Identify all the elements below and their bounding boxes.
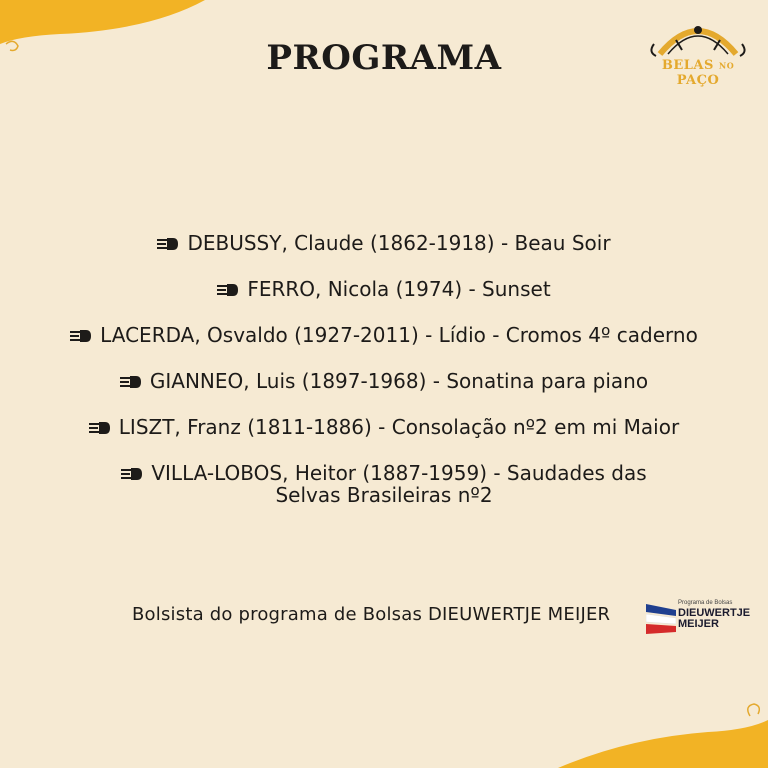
hand-pointer-icon: [217, 283, 239, 297]
program-item: LISZT, Franz (1811-1886) - Consolação nº2 em mi Maior: [20, 416, 748, 438]
sponsor-logo: [646, 600, 751, 640]
program-item: FERRO, Nicola (1974) - Sunset: [20, 278, 748, 300]
belas-no-paco-logo: [646, 14, 750, 88]
logo-emblem-icon: [646, 14, 750, 62]
program-list: [20, 232, 748, 530]
hand-pointer-icon: [157, 237, 179, 251]
hand-pointer-icon: [70, 329, 92, 343]
hand-pointer-icon: [121, 467, 143, 481]
logo-text: BELAS NO PAÇO: [661, 58, 735, 88]
hand-pointer-icon: [120, 375, 142, 389]
flag-icon: [646, 602, 676, 634]
sponsor-small-label: Programa de Bolsas: [678, 600, 733, 606]
program-item: LACERDA, Osvaldo (1927-2011) - Lídio - Cromos 4º caderno: [20, 324, 748, 346]
sponsor-name: DIEUWERTJE MEIJER: [678, 607, 751, 630]
program-item: GIANNEO, Luis (1897-1968) - Sonatina para piano: [20, 370, 748, 392]
program-item: VILLA-LOBOS, Heitor (1887-1959) - Saudades das Selvas Brasileiras nº2: [20, 462, 748, 506]
hand-pointer-icon: [89, 421, 111, 435]
scholarship-note: Bolsista do programa de Bolsas DIEUWERTJE MEIJER: [132, 604, 611, 625]
page-title: PROGRAMA: [266, 38, 502, 78]
program-item: DEBUSSY, Claude (1862-1918) - Beau Soir: [20, 232, 748, 254]
corner-decoration-bottom-right: [558, 698, 768, 768]
